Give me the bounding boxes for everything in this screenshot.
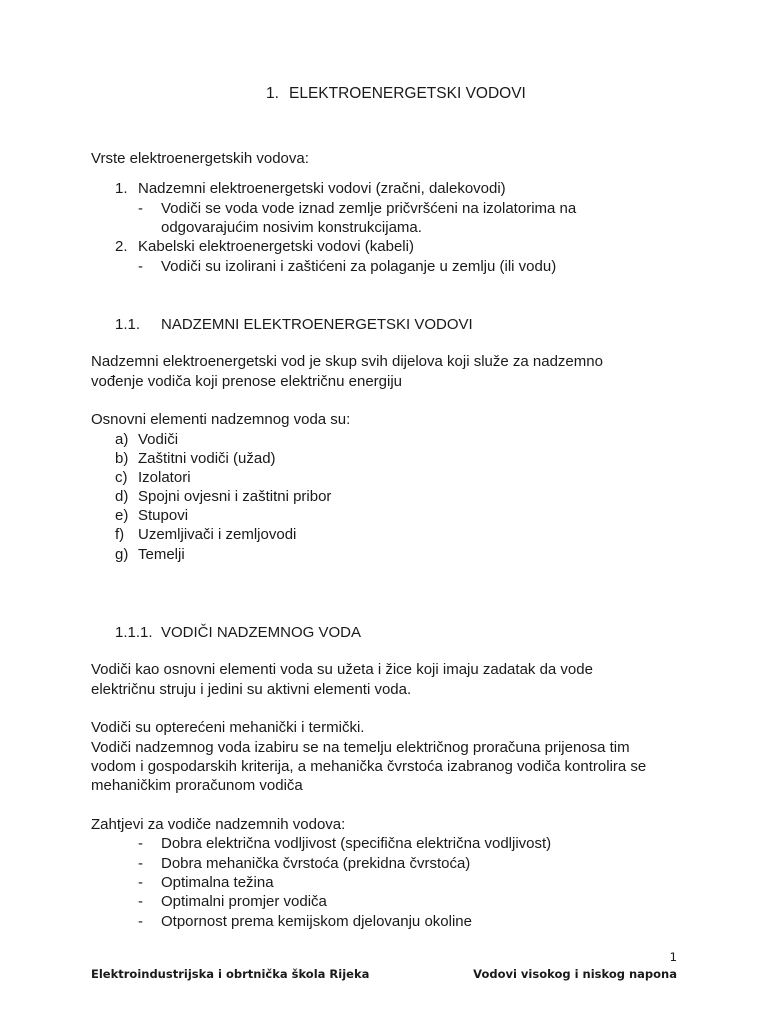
list-item-label: b) — [115, 450, 129, 467]
intro-subitem-text: odgovarajućim nosivim konstrukcijama. — [161, 219, 422, 236]
list-item-text: Temelji — [138, 546, 185, 563]
requirement-dash: - — [138, 835, 143, 852]
subsection-title: VODIČI NADZEMNOG VODA — [161, 624, 362, 641]
list-item-text: Izolatori — [138, 469, 191, 486]
paragraph-line: Vodiči nadzemnog voda izabiru se na temelju električnog proračuna prijenosa tim — [91, 739, 630, 756]
requirement-text: Otpornost prema kemijskom djelovanju okoline — [161, 913, 472, 930]
intro-subitem-text: Vodiči se voda vode iznad zemlje pričvršćeni na izolatorima na — [161, 200, 577, 217]
intro-item-number: 1. — [115, 180, 128, 197]
paragraph-line: električnu struju i jedini su aktivni elementi voda. — [91, 681, 412, 698]
section-number: 1.1. — [115, 316, 141, 333]
list-item-label: c) — [115, 469, 128, 486]
list-item-text: Stupovi — [138, 507, 189, 524]
section-title: NADZEMNI ELEKTROENERGETSKI VODOVI — [161, 316, 473, 333]
paragraph-line: Vodiči su opterećeni mehanički i termički. — [91, 719, 365, 736]
list-item-label: d) — [115, 488, 129, 505]
subsection-number: 1.1.1. — [115, 624, 153, 641]
requirement-dash: - — [138, 913, 143, 930]
list-item-text: Spojni ovjesni i zaštitni pribor — [138, 488, 332, 505]
list-item-text: Uzemljivači i zemljovodi — [138, 526, 297, 543]
requirement-dash: - — [138, 874, 143, 891]
paragraph-line: vođenje vodiča koji prenose električnu energiju — [91, 373, 403, 390]
requirement-text: Dobra električna vodljivost (specifična električna vodljivost) — [161, 835, 552, 852]
intro-subitem-text: Vodiči su izolirani i zaštićeni za polaganje u zemlju (ili vodu) — [161, 258, 557, 275]
paragraph-line: mehaničkim proračunom vodiča — [91, 777, 303, 794]
list-item-label: g) — [115, 546, 129, 563]
list-item-text: Vodiči — [138, 431, 179, 448]
footer-school-name: Elektroindustrijska i obrtnička škola Rijeka — [91, 967, 370, 981]
requirement-text: Dobra mehanička čvrstoća (prekidna čvrstoća) — [161, 855, 471, 872]
requirement-text: Optimalni promjer vodiča — [161, 893, 327, 910]
requirement-dash: - — [138, 855, 143, 872]
chapter-title: ELEKTROENERGETSKI VODOVI — [289, 85, 526, 102]
intro-item-text: Kabelski elektroenergetski vodovi (kabeli) — [138, 238, 414, 255]
requirement-text: Optimalna težina — [161, 874, 274, 891]
intro-subitem-dash: - — [138, 200, 143, 217]
requirements-heading: Zahtjevi za vodiče nadzemnih vodova: — [91, 816, 346, 833]
list-item-label: f) — [115, 526, 125, 543]
page-number: 1 — [669, 950, 677, 964]
footer-course-name: Vodovi visokog i niskog napona — [473, 967, 677, 981]
chapter-number: 1. — [266, 85, 279, 102]
list-item-label: e) — [115, 507, 129, 524]
list-heading: Osnovni elementi nadzemnog voda su: — [91, 411, 351, 428]
requirement-dash: - — [138, 893, 143, 910]
intro-heading: Vrste elektroenergetskih vodova: — [91, 150, 309, 167]
intro-item-number: 2. — [115, 238, 128, 255]
list-item-text: Zaštitni vodiči (užad) — [138, 450, 276, 467]
list-item-label: a) — [115, 431, 129, 448]
intro-subitem-dash: - — [138, 258, 143, 275]
paragraph-line: Vodiči kao osnovni elementi voda su užeta i žice koji imaju zadatak da vode — [91, 661, 593, 678]
intro-item-text: Nadzemni elektroenergetski vodovi (zračni, dalekovodi) — [138, 180, 506, 197]
paragraph-line: vodom i gospodarskih kriterija, a mehanička čvrstoća izabranog vodiča kontrolira se — [91, 758, 647, 775]
paragraph-line: Nadzemni elektroenergetski vod je skup svih dijelova koji služe za nadzemno — [91, 353, 603, 370]
